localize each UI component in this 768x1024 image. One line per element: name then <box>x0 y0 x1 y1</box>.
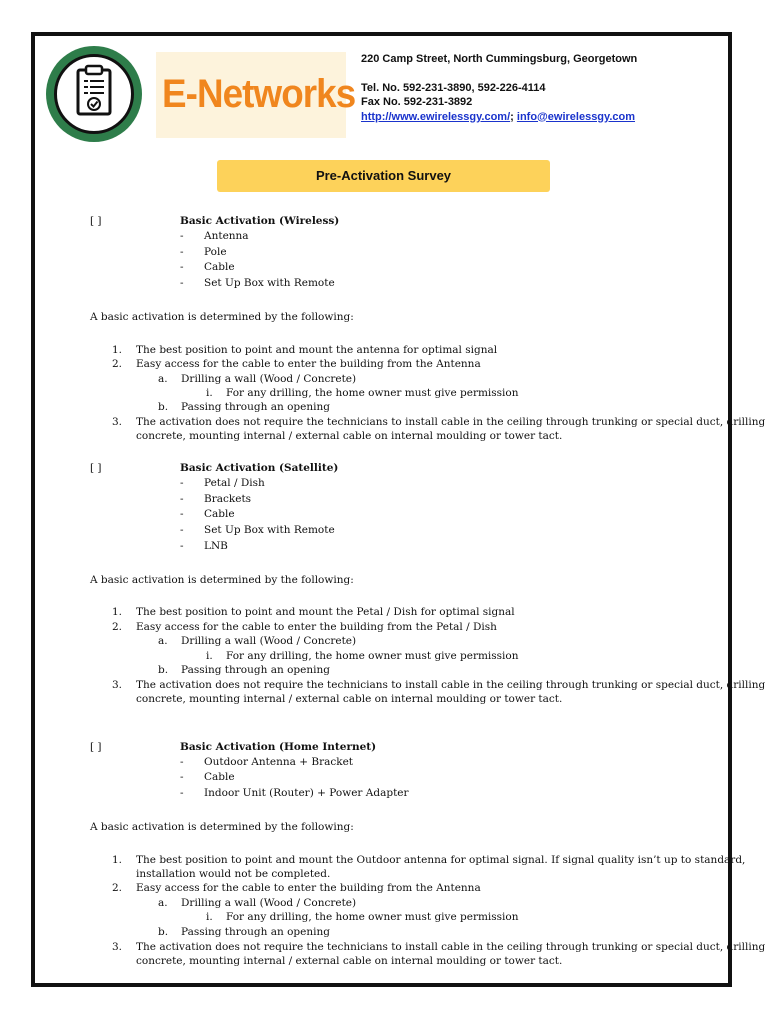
brand-logo <box>156 52 356 138</box>
list-item: LNB <box>204 540 228 552</box>
list-item: Antenna <box>204 230 249 242</box>
step-text: Easy access for the cable to enter the building from the Antenna <box>136 882 481 894</box>
step-text: Drilling a wall (Wood / Concrete) <box>181 373 357 385</box>
intro-text: A basic activation is determined by the following: <box>90 574 354 586</box>
step-text: For any drilling, the home owner must give permission <box>226 650 519 662</box>
clipboard-checklist-icon <box>46 46 142 142</box>
step-text: Passing through an opening <box>181 401 330 413</box>
list-item: Indoor Unit (Router) + Power Adapter <box>204 787 409 799</box>
section-heading: Basic Activation (Satellite) <box>180 462 339 474</box>
step-text: Easy access for the cable to enter the building from the Antenna <box>136 358 481 370</box>
step-text: Easy access for the cable to enter the building from the Petal / Dish <box>136 621 497 633</box>
page-title: Pre-Activation Survey <box>217 160 550 192</box>
step-text: concrete, mounting internal / external cable on internal moulding or tower tact. <box>136 955 563 967</box>
list-item: Petal / Dish <box>204 477 265 489</box>
step-text: installation would not be completed. <box>136 868 331 880</box>
step-text: For any drilling, the home owner must give permission <box>226 387 519 399</box>
step-text: Drilling a wall (Wood / Concrete) <box>181 635 357 647</box>
list-item: Cable <box>204 508 235 520</box>
step-text: Passing through an opening <box>181 664 330 676</box>
checkbox[interactable]: [ ] <box>90 741 102 753</box>
list-item: Cable <box>204 771 235 783</box>
contact-block <box>361 52 637 124</box>
step-text: concrete, mounting internal / external cable on internal moulding or tower tact. <box>136 693 563 705</box>
step-text: The best position to point and mount the antenna for optimal signal <box>136 344 498 356</box>
telephone: Tel. No. 592-231-3890, 592-226-4114 <box>361 81 546 94</box>
address: 220 Camp Street, North Cummingsburg, Georgetown <box>361 53 638 65</box>
checkbox[interactable]: [ ] <box>90 462 102 474</box>
step-text: The best position to point and mount the Petal / Dish for optimal signal <box>136 606 515 618</box>
checkbox[interactable]: [ ] <box>90 215 102 227</box>
step-text: Drilling a wall (Wood / Concrete) <box>181 897 357 909</box>
step-text: Passing through an opening <box>181 926 330 938</box>
step-text: The activation does not require the technicians to install cable in the ceiling through trunking or special duct, drilling <box>136 941 766 953</box>
step-text: For any drilling, the home owner must give permission <box>226 911 519 923</box>
fax: Fax No. 592-231-3892 <box>361 96 473 108</box>
step-text: concrete, mounting internal / external cable on internal moulding or tower tact. <box>136 430 563 442</box>
website-link[interactable]: http://www.ewirelessgy.com/ <box>361 110 511 123</box>
intro-text: A basic activation is determined by the following: <box>90 821 354 833</box>
list-item: Pole <box>204 246 227 258</box>
step-text: The best position to point and mount the Outdoor antenna for optimal signal. If signal quality isn’t up to standard, <box>136 854 746 866</box>
list-item: Set Up Box with Remote <box>204 277 335 289</box>
brand-name: E-Networks <box>162 72 356 116</box>
step-text: The activation does not require the technicians to install cable in the ceiling through trunking or special duct, drilling <box>136 679 766 691</box>
list-item: Set Up Box with Remote <box>204 524 335 536</box>
section-heading: Basic Activation (Home Internet) <box>180 741 377 753</box>
section-heading: Basic Activation (Wireless) <box>180 215 340 227</box>
intro-text: A basic activation is determined by the following: <box>90 311 354 323</box>
link-separator: ; <box>510 110 517 123</box>
list-item: Cable <box>204 261 235 273</box>
email-link[interactable]: info@ewirelessgy.com <box>516 110 636 123</box>
list-item: Outdoor Antenna + Bracket <box>204 756 354 768</box>
step-text: The activation does not require the technicians to install cable in the ceiling through trunking or special duct, drilling <box>136 416 766 428</box>
list-item: Brackets <box>204 493 252 505</box>
